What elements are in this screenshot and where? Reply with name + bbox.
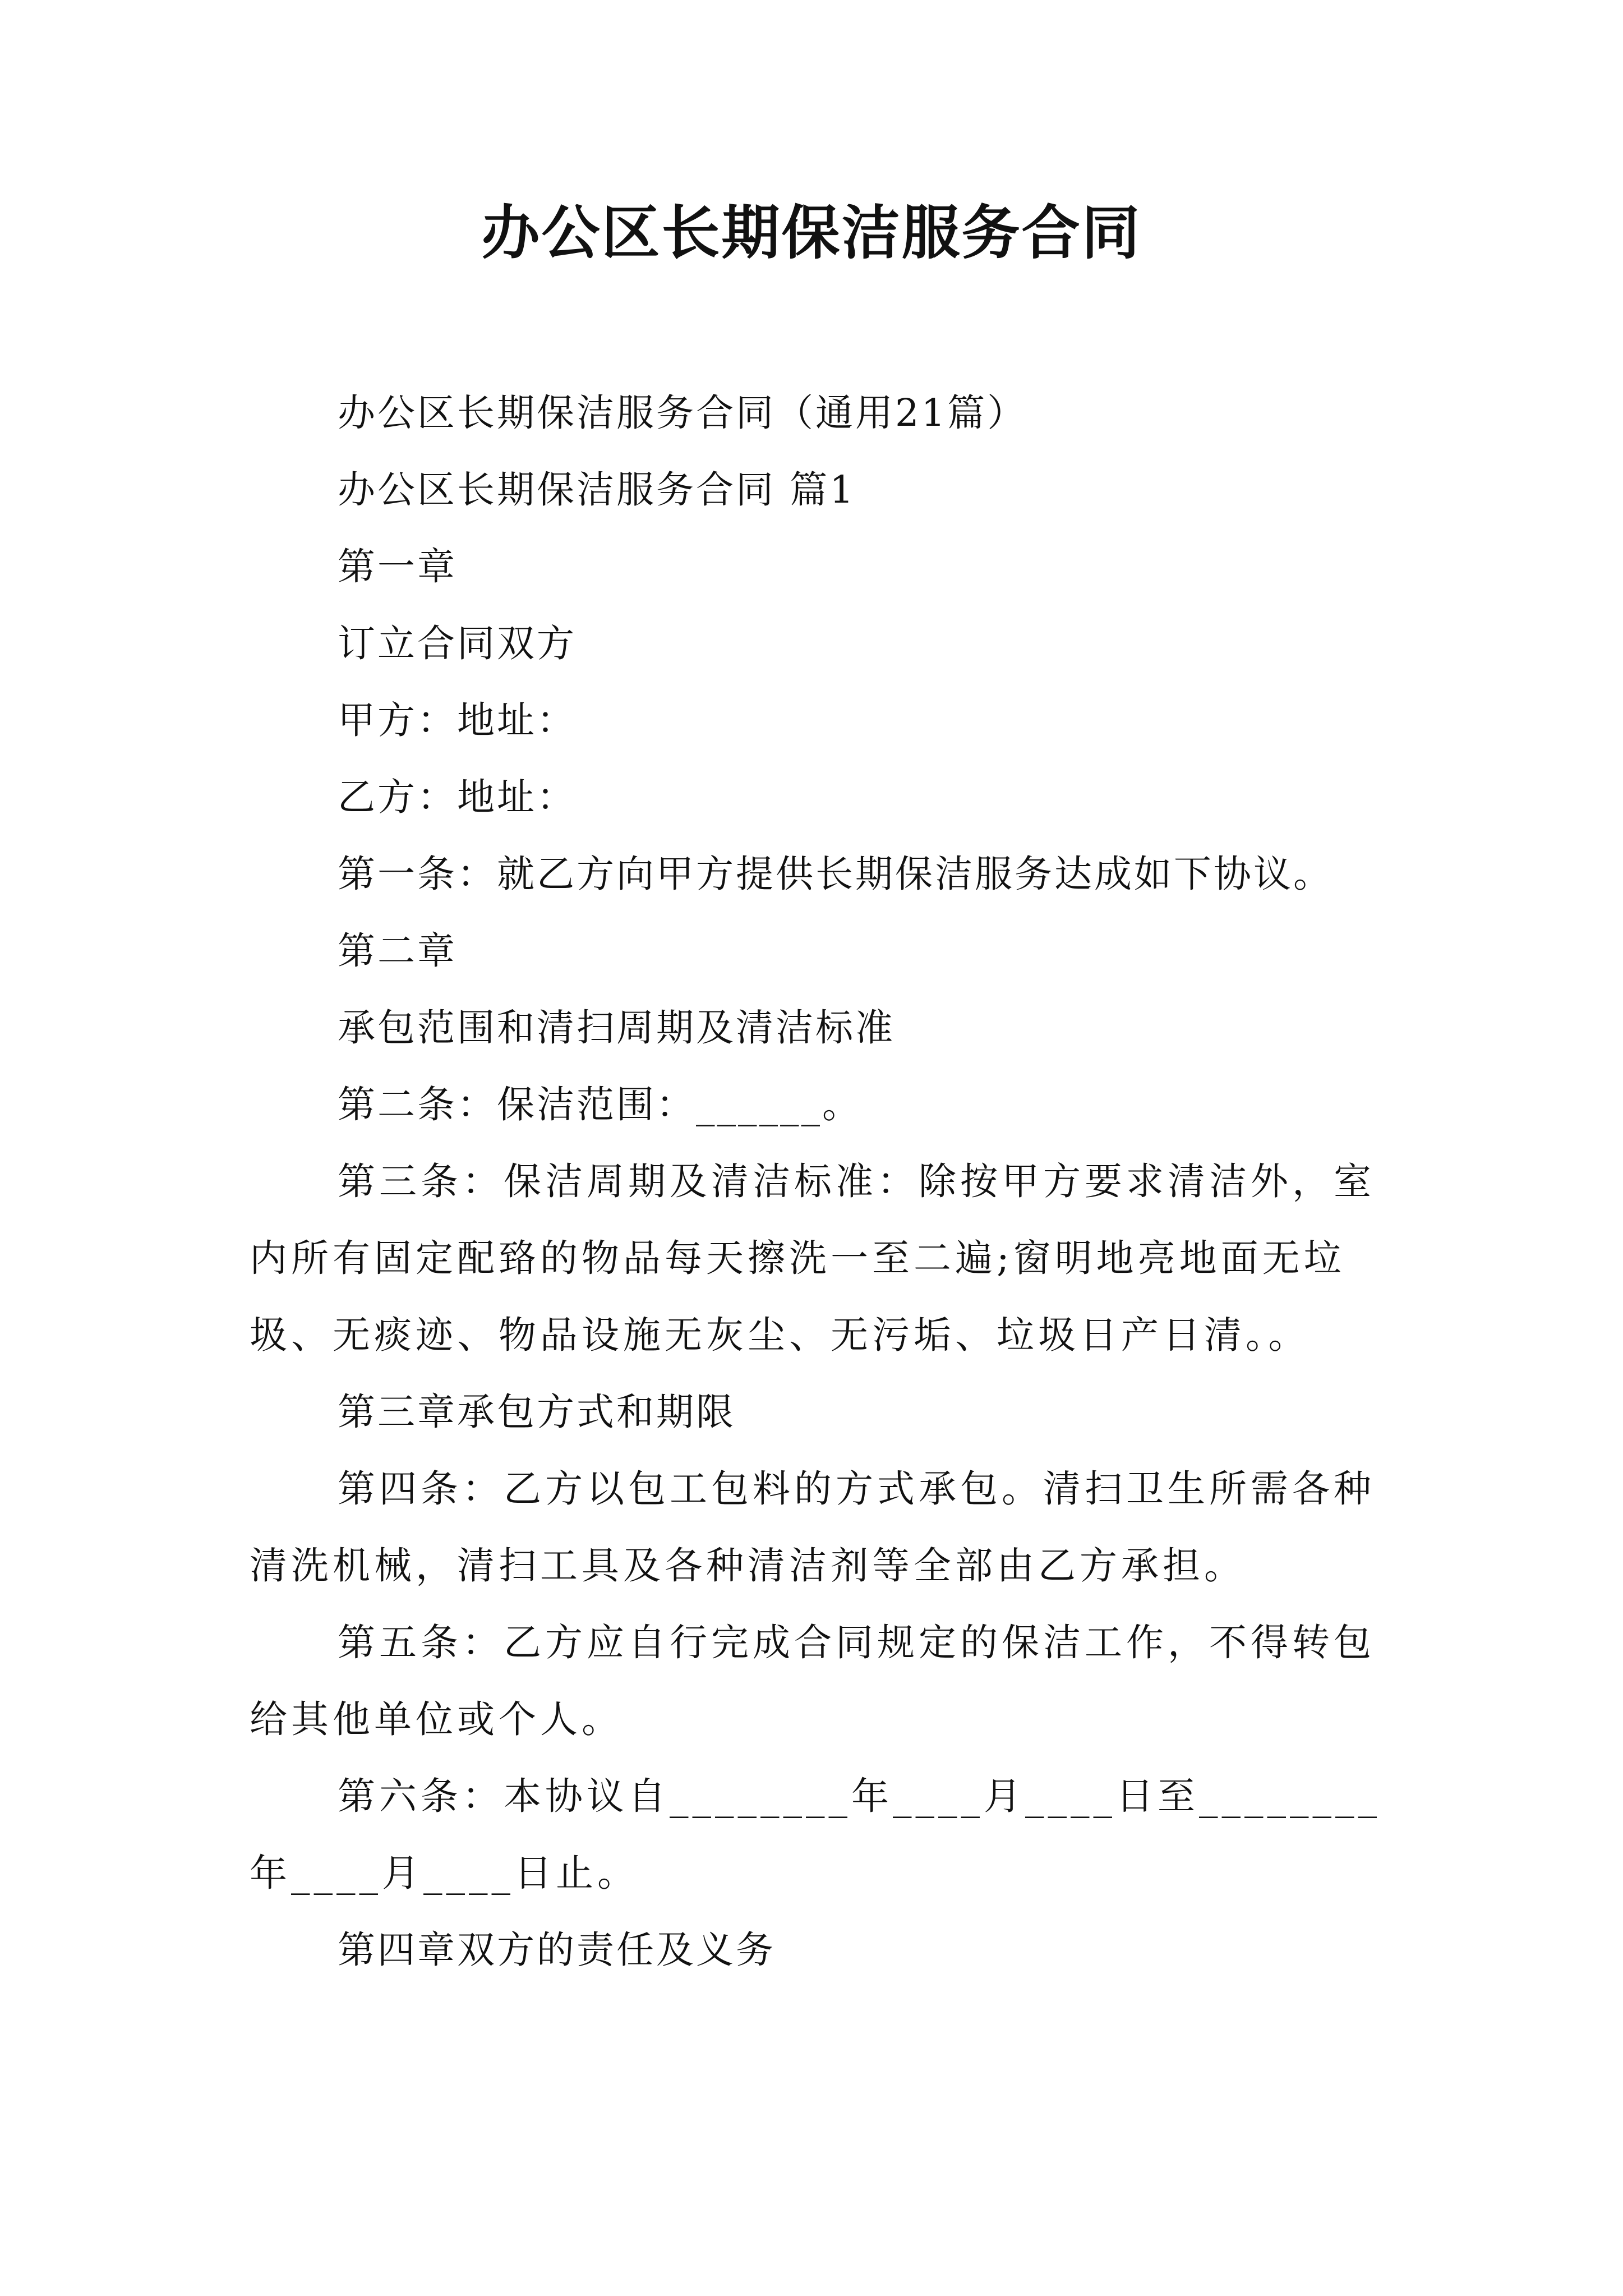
paragraph-article-3: 第三条：保洁周期及清洁标准：除按甲方要求清洁外，室内所有固定配臵的物品每天擦洗一至二遍;窗明地亮地面无垃圾、无痰迹、物品设施无灰尘、无污垢、垃圾日产日清。。 — [250, 1159, 1375, 1357]
paragraph-party-b: 乙方：地址： — [338, 775, 577, 819]
paragraph-article-1: 第一条：就乙方向甲方提供长期保洁服务达成如下协议。 — [338, 852, 1333, 896]
paragraph-party-a: 甲方：地址： — [338, 698, 577, 742]
paragraph-chapter-3: 第三章承包方式和期限 — [338, 1390, 736, 1434]
paragraph-article-6: 第六条：本协议自________年____月____日至________年____月____日止。 — [250, 1774, 1381, 1895]
paragraph-article-4: 第四条：乙方以包工包料的方式承包。清扫卫生所需各种清洗机械，清扫工具及各种清洁剂等全部由乙方承担。 — [250, 1467, 1375, 1588]
paragraph-parties-heading: 订立合同双方 — [338, 622, 577, 665]
paragraph-article-2: 第二条：保洁范围：______。 — [338, 1083, 862, 1126]
paragraph-chapter-2: 第二章 — [338, 929, 457, 973]
document-body — [250, 375, 1394, 1989]
paragraph-subtitle: 办公区长期保洁服务合同（通用21篇） — [338, 391, 1027, 435]
paragraph-section-heading: 办公区长期保洁服务合同 篇1 — [338, 468, 856, 512]
paragraph-chapter-4: 第四章双方的责任及义务 — [338, 1928, 776, 1972]
paragraph-scope-heading: 承包范围和清扫周期及清洁标准 — [338, 1006, 895, 1050]
document-title: 办公区长期保洁服务合同 — [481, 198, 1142, 267]
paragraph-chapter-1: 第一章 — [338, 545, 457, 588]
paragraph-article-5: 第五条：乙方应自行完成合同规定的保洁工作，不得转包给其他单位或个人。 — [250, 1621, 1375, 1741]
